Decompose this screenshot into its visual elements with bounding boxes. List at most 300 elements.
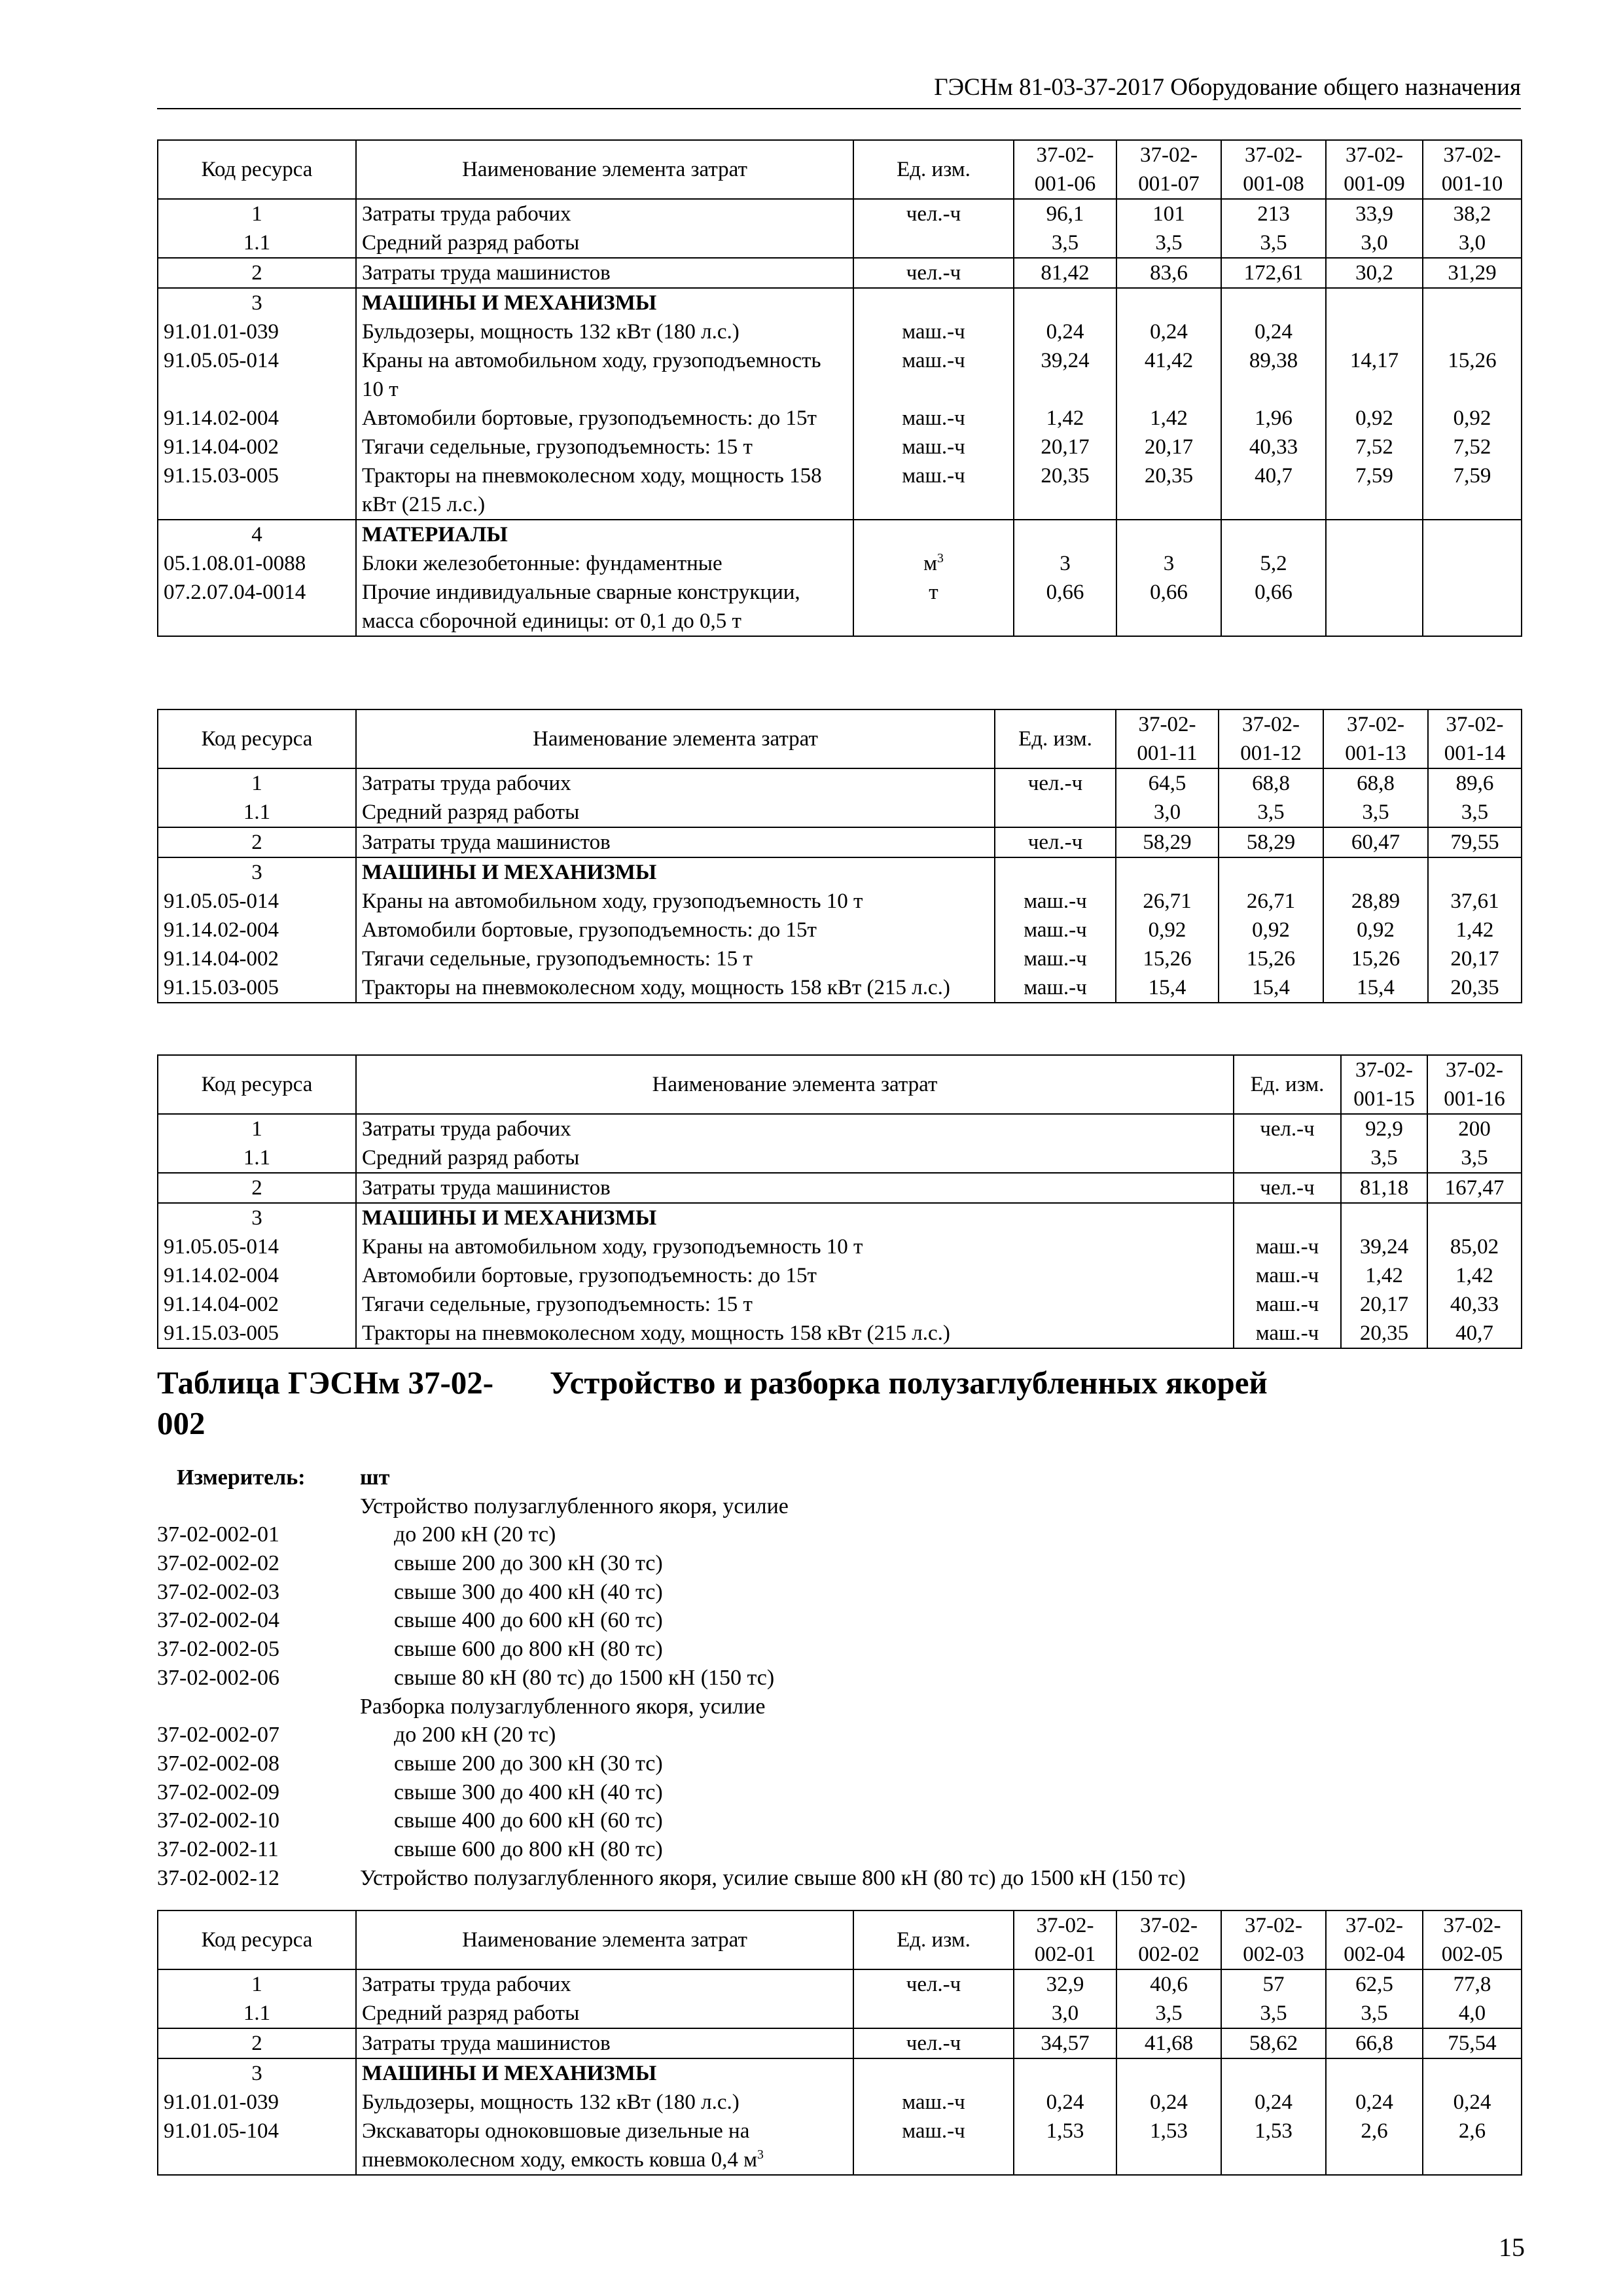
rate-description: свыше 80 кН (80 тс) до 1500 кН (150 тс) (394, 1665, 775, 1690)
rate-code-header: 37-02- 001-11 (1116, 709, 1219, 768)
resource-code: 91.14.04-002 (158, 944, 356, 973)
rate-value: 40,7 (1221, 461, 1326, 520)
rate-value (1423, 2058, 1522, 2088)
column-header: Ед. изм. (995, 709, 1116, 768)
rate-code: 37-02-002-10 (157, 1808, 279, 1833)
rate-description: свыше 400 до 600 кН (60 тс) (394, 1808, 663, 1833)
resource-code: 1 (158, 199, 356, 228)
rate-value: 0,92 (1323, 916, 1428, 944)
table-row (158, 1173, 1522, 1203)
rate-value: 57 (1221, 1969, 1326, 1999)
resource-name: Затраты труда рабочих (356, 1114, 1234, 1143)
resource-name: Средний разряд работы (356, 228, 853, 258)
table-row (158, 433, 1522, 461)
superscript: 3 (937, 551, 944, 565)
rate-value: 0,24 (1221, 2088, 1326, 2117)
rate-value: 20,17 (1014, 433, 1116, 461)
table-row (158, 887, 1522, 916)
header-row (158, 1055, 1522, 1114)
superscript: 3 (757, 2147, 764, 2162)
rate-value (1116, 520, 1221, 549)
column-header: Ед. изм. (1234, 1055, 1341, 1114)
resource-name: Автомобили бортовые, грузоподъемность: до 15т (356, 916, 995, 944)
rate-value: 20,17 (1428, 944, 1522, 973)
rate-code-header: 37-02- 002-03 (1221, 1910, 1326, 1969)
resource-name: Краны на автомобильном ходу, грузоподъемность 10 т (356, 887, 995, 916)
rate-value: 0,92 (1116, 916, 1219, 944)
unit: чел.-ч (1234, 1173, 1341, 1203)
resource-code: 1.1 (158, 228, 356, 258)
rate-value: 15,4 (1219, 973, 1323, 1003)
rate-value: 39,24 (1014, 346, 1116, 404)
rate-value: 75,54 (1423, 2028, 1522, 2058)
resource-name: Затраты труда машинистов (356, 2028, 853, 2058)
table-row (158, 461, 1522, 520)
table-row (158, 1261, 1522, 1290)
unit: маш.-ч (1234, 1232, 1341, 1261)
unit: маш.-ч (853, 2088, 1014, 2117)
rate-value: 26,71 (1116, 887, 1219, 916)
rate-value: 41,42 (1116, 346, 1221, 404)
rate-value: 3,0 (1423, 228, 1522, 258)
table-row (158, 2088, 1522, 2117)
rate-value: 1,53 (1116, 2117, 1221, 2175)
rate-description: Устройство полузаглубленного якоря, усилие (360, 1494, 789, 1518)
resource-name: Затраты труда рабочих (356, 199, 853, 228)
resource-name: Средний разряд работы (356, 1143, 1234, 1173)
rate-value (1326, 2058, 1423, 2088)
resource-code: 05.1.08.01-0088 (158, 549, 356, 578)
rate-value: 38,2 (1423, 199, 1522, 228)
rate-value: 66,8 (1326, 2028, 1423, 2058)
rate-value: 60,47 (1323, 827, 1428, 857)
rate-value: 101 (1116, 199, 1221, 228)
resource-name: Тракторы на пневмоколесном ходу, мощность 158 кВт (215 л.с.) (356, 1319, 1234, 1348)
rate-description: до 200 кН (20 тс) (394, 1522, 556, 1547)
resource-name: Тракторы на пневмоколесном ходу, мощность 158 кВт (215 л.с.) (356, 973, 995, 1003)
measure-line (157, 1520, 1521, 1549)
resource-name: Затраты труда машинистов (356, 258, 853, 288)
resource-name: Краны на автомобильном ходу, грузоподъемность 10 т (356, 1232, 1234, 1261)
resource-code: 1.1 (158, 1143, 356, 1173)
rate-value: 0,66 (1014, 578, 1116, 636)
unit: маш.-ч (995, 973, 1116, 1003)
resource-code: 4 (158, 520, 356, 549)
page-number: 15 (1499, 2233, 1525, 2262)
resource-code: 1 (158, 768, 356, 798)
rate-description: свыше 300 до 400 кН (40 тс) (394, 1579, 663, 1604)
rate-value: 1,42 (1427, 1261, 1522, 1290)
unit: т (853, 578, 1014, 636)
rate-value (1423, 288, 1522, 317)
measure-unit: шт (360, 1465, 390, 1490)
rate-value: 3,0 (1326, 228, 1423, 258)
column-header: Код ресурса (158, 1910, 356, 1969)
rate-value: 40,33 (1427, 1290, 1522, 1319)
unit: чел.-ч (995, 768, 1116, 798)
rate-value (1014, 288, 1116, 317)
rate-value: 20,35 (1341, 1319, 1427, 1348)
rate-value: 3 (1116, 549, 1221, 578)
resource-code: 91.14.04-002 (158, 1290, 356, 1319)
table-row (158, 973, 1522, 1003)
table-row (158, 916, 1522, 944)
unit: чел.-ч (853, 199, 1014, 228)
header-row (158, 140, 1522, 199)
resource-name: Затраты труда рабочих (356, 768, 995, 798)
rate-value: 3,5 (1116, 228, 1221, 258)
rate-value: 1,42 (1116, 404, 1221, 433)
rate-value: 1,42 (1341, 1261, 1427, 1290)
column-header: Код ресурса (158, 140, 356, 199)
header-row (158, 1910, 1522, 1969)
rate-value: 40,33 (1221, 433, 1326, 461)
resource-name: МАТЕРИАЛЫ (356, 520, 853, 549)
resource-code: 3 (158, 857, 356, 887)
rate-value (1221, 288, 1326, 317)
rate-code-header: 37-02- 001-12 (1219, 709, 1323, 768)
measure-line (157, 1492, 1521, 1521)
table-row (158, 1232, 1522, 1261)
rate-description: свыше 200 до 300 кН (30 тс) (394, 1551, 663, 1576)
rate-value: 7,59 (1423, 461, 1522, 520)
rate-description: Устройство полузаглубленного якоря, усилие свыше 800 кН (80 тс) до 1500 кН (150 тс) (360, 1865, 1186, 1890)
rate-value: 0,24 (1014, 317, 1116, 346)
rate-value (1221, 520, 1326, 549)
rate-value: 39,24 (1341, 1232, 1427, 1261)
rate-value: 15,26 (1323, 944, 1428, 973)
resource-code: 1 (158, 1969, 356, 1999)
unit: маш.-ч (853, 404, 1014, 433)
table-row (158, 578, 1522, 636)
resource-name: Затраты труда машинистов (356, 827, 995, 857)
rate-value: 0,24 (1423, 2088, 1522, 2117)
unit: чел.-ч (1234, 1114, 1341, 1143)
rate-code: 37-02-002-08 (157, 1751, 279, 1776)
rate-value: 68,8 (1323, 768, 1428, 798)
rate-value: 15,26 (1423, 346, 1522, 404)
rate-value: 28,89 (1323, 887, 1428, 916)
rate-value: 3,5 (1428, 798, 1522, 827)
rate-value: 37,61 (1428, 887, 1522, 916)
rate-value: 15,4 (1323, 973, 1428, 1003)
rate-value: 0,24 (1116, 2088, 1221, 2117)
resource-code: 3 (158, 1203, 356, 1232)
resource-code: 2 (158, 258, 356, 288)
table-row (158, 1969, 1522, 1999)
rate-description: свыше 600 до 800 кН (80 тс) (394, 1637, 663, 1662)
unit: маш.-ч (1234, 1319, 1341, 1348)
rate-value: 3,0 (1014, 1999, 1116, 2028)
unit: маш.-ч (853, 433, 1014, 461)
table-row (158, 1143, 1522, 1173)
rate-value: 7,59 (1326, 461, 1423, 520)
rate-value: 20,35 (1116, 461, 1221, 520)
rate-value: 213 (1221, 199, 1326, 228)
rate-value: 41,68 (1116, 2028, 1221, 2058)
rate-value: 3,5 (1341, 1143, 1427, 1173)
rate-value: 31,29 (1423, 258, 1522, 288)
table-name: Устройство и разборка полузаглубленных якорей (550, 1365, 1268, 1401)
measure-line (157, 1835, 1521, 1864)
table-row (158, 549, 1522, 578)
unit: маш.-ч (995, 944, 1116, 973)
resource-table-1 (157, 139, 1522, 637)
page-header: ГЭСНм 81-03-37-2017 Оборудование общего назначения (157, 73, 1521, 109)
rate-code-header: 37-02- 002-02 (1116, 1910, 1221, 1969)
rate-value (1427, 1203, 1522, 1232)
rate-code: 37-02-002-04 (157, 1608, 279, 1633)
rate-value: 172,61 (1221, 258, 1326, 288)
resource-code: 91.15.03-005 (158, 973, 356, 1003)
rate-value: 62,5 (1326, 1969, 1423, 1999)
rate-code: 37-02-002-06 (157, 1665, 279, 1690)
header-row (158, 709, 1522, 768)
rate-value: 0,92 (1219, 916, 1323, 944)
rate-value: 200 (1427, 1114, 1522, 1143)
rate-value: 0,66 (1116, 578, 1221, 636)
resource-code: 91.05.05-014 (158, 346, 356, 404)
table-row (158, 2028, 1522, 2058)
rate-code-header: 37-02- 002-01 (1014, 1910, 1116, 1969)
table-row (158, 1203, 1522, 1232)
rate-value: 2,6 (1326, 2117, 1423, 2175)
rate-code-header: 37-02- 001-07 (1116, 140, 1221, 199)
unit (853, 520, 1014, 549)
rate-value: 77,8 (1423, 1969, 1522, 1999)
rate-value: 1,53 (1014, 2117, 1116, 2175)
rate-value: 34,57 (1014, 2028, 1116, 2058)
table-row (158, 944, 1522, 973)
rate-value: 68,8 (1219, 768, 1323, 798)
rate-value (1014, 2058, 1116, 2088)
rate-value: 33,9 (1326, 199, 1423, 228)
resource-code: 91.01.01-039 (158, 2088, 356, 2117)
column-header: Ед. изм. (853, 140, 1014, 199)
table-row (158, 520, 1522, 549)
rate-value: 3,5 (1221, 1999, 1326, 2028)
table-row (158, 1114, 1522, 1143)
resource-code: 3 (158, 2058, 356, 2088)
rate-value: 14,17 (1326, 346, 1423, 404)
rate-value (1326, 520, 1423, 549)
resource-code: 1.1 (158, 798, 356, 827)
rate-code-header: 37-02- 001-06 (1014, 140, 1116, 199)
resource-name: Затраты труда рабочих (356, 1969, 853, 1999)
rate-value (1014, 520, 1116, 549)
rate-value (1326, 578, 1423, 636)
rate-value: 1,42 (1014, 404, 1116, 433)
measure-line (157, 1664, 1521, 1693)
resource-name: Прочие индивидуальные сварные конструкции, масса сборочной единицы: от 0,1 до 0,5 т (356, 578, 853, 636)
table-row (158, 346, 1522, 404)
measure-line (157, 1721, 1521, 1749)
unit: маш.-ч (995, 916, 1116, 944)
rate-value: 15,26 (1219, 944, 1323, 973)
rate-value (1116, 857, 1219, 887)
resource-code: 91.14.02-004 (158, 404, 356, 433)
rate-value (1423, 578, 1522, 636)
rate-value: 58,29 (1219, 827, 1323, 857)
resource-name: МАШИНЫ И МЕХАНИЗМЫ (356, 1203, 1234, 1232)
rate-value: 1,53 (1221, 2117, 1326, 2175)
measure-line (157, 1778, 1521, 1807)
rate-code-header: 37-02- 002-05 (1423, 1910, 1522, 1969)
column-header: Код ресурса (158, 1055, 356, 1114)
resource-code: 2 (158, 1173, 356, 1203)
unit (995, 798, 1116, 827)
resource-code: 1.1 (158, 1999, 356, 2028)
unit (853, 228, 1014, 258)
column-header: Код ресурса (158, 709, 356, 768)
rate-value: 1,96 (1221, 404, 1326, 433)
resource-code: 2 (158, 827, 356, 857)
rate-value: 0,92 (1423, 404, 1522, 433)
rate-value: 5,2 (1221, 549, 1326, 578)
unit (853, 288, 1014, 317)
resource-name: Тягачи седельные, грузоподъемность: 15 т (356, 433, 853, 461)
resource-name: Автомобили бортовые, грузоподъемность: до 15т (356, 404, 853, 433)
measure-line (157, 1635, 1521, 1664)
rate-value: 81,42 (1014, 258, 1116, 288)
rate-code: 37-02-002-11 (157, 1837, 279, 1861)
measure-line (157, 1806, 1521, 1835)
resource-name: Затраты труда машинистов (356, 1173, 1234, 1203)
unit (1234, 1143, 1341, 1173)
measure-block (157, 1463, 1521, 1892)
rate-value: 0,24 (1326, 2088, 1423, 2117)
resource-name: МАШИНЫ И МЕХАНИЗМЫ (356, 857, 995, 887)
rate-value: 15,26 (1116, 944, 1219, 973)
resource-code: 3 (158, 288, 356, 317)
rate-code: 37-02-002-12 (157, 1865, 279, 1890)
resource-code: 91.14.04-002 (158, 433, 356, 461)
rate-code-header: 37-02- 001-15 (1341, 1055, 1427, 1114)
rate-value (1116, 2058, 1221, 2088)
rate-description: свыше 200 до 300 кН (30 тс) (394, 1751, 663, 1776)
resource-name: Экскаваторы одноковшовые дизельные на пневмоколесном ходу, емкость ковша 0,4 $м^3$ (356, 2117, 853, 2175)
rate-value (1323, 857, 1428, 887)
rate-code-header: 37-02- 002-04 (1326, 1910, 1423, 1969)
resource-code: 07.2.07.04-0014 (158, 578, 356, 636)
rate-code: 37-02-002-05 (157, 1637, 279, 1662)
resource-name: МАШИНЫ И МЕХАНИЗМЫ (356, 288, 853, 317)
rate-description: свыше 400 до 600 кН (60 тс) (394, 1608, 663, 1633)
rate-value: 92,9 (1341, 1114, 1427, 1143)
rate-code-header: 37-02- 001-14 (1428, 709, 1522, 768)
rate-code: 37-02-002-03 (157, 1579, 279, 1604)
measure-label: Измеритель: (177, 1465, 306, 1490)
rate-value: 0,24 (1116, 317, 1221, 346)
rate-code: 37-02-002-02 (157, 1551, 279, 1576)
rate-value: 58,29 (1116, 827, 1219, 857)
rate-value: 15,4 (1116, 973, 1219, 1003)
rate-code: 37-02-002-09 (157, 1780, 279, 1804)
rate-description: свыше 600 до 800 кН (80 тс) (394, 1837, 663, 1861)
rate-value: 30,2 (1326, 258, 1423, 288)
rate-code-header: 37-02- 001-10 (1423, 140, 1522, 199)
resource-code: 91.15.03-005 (158, 461, 356, 520)
rate-code-header: 37-02- 001-08 (1221, 140, 1326, 199)
rate-value (1221, 2058, 1326, 2088)
rate-value: 3 (1014, 549, 1116, 578)
rate-value: 89,6 (1428, 768, 1522, 798)
unit: чел.-ч (853, 1969, 1014, 1999)
unit (995, 857, 1116, 887)
rate-value: 32,9 (1014, 1969, 1116, 1999)
resource-code: 2 (158, 2028, 356, 2058)
column-header: Ед. изм. (853, 1910, 1014, 1969)
measure-line (157, 1549, 1521, 1578)
rate-description: свыше 300 до 400 кН (40 тс) (394, 1780, 663, 1804)
rate-value: 3,5 (1116, 1999, 1221, 2028)
resource-code: 91.01.01-039 (158, 317, 356, 346)
rate-value: 58,62 (1221, 2028, 1326, 2058)
rate-value: 0,24 (1221, 317, 1326, 346)
rate-code-header: 37-02- 001-16 (1427, 1055, 1522, 1114)
resource-name: Автомобили бортовые, грузоподъемность: до 15т (356, 1261, 1234, 1290)
rate-value: 3,5 (1014, 228, 1116, 258)
rate-value (1423, 317, 1522, 346)
rate-value: 7,52 (1326, 433, 1423, 461)
column-header: Наименование элемента затрат (356, 140, 853, 199)
rate-value: 4,0 (1423, 1999, 1522, 2028)
unit: маш.-ч (853, 346, 1014, 404)
rate-value: 79,55 (1428, 827, 1522, 857)
table-row (158, 404, 1522, 433)
unit: маш.-ч (1234, 1290, 1341, 1319)
resource-code: 91.05.05-014 (158, 887, 356, 916)
table-row (158, 288, 1522, 317)
table-row (158, 199, 1522, 228)
resource-name: МАШИНЫ И МЕХАНИЗМЫ (356, 2058, 853, 2088)
resource-code: 91.05.05-014 (158, 1232, 356, 1261)
table-row (158, 317, 1522, 346)
column-header: Наименование элемента затрат (356, 1910, 853, 1969)
unit: маш.-ч (853, 317, 1014, 346)
unit: маш.-ч (853, 461, 1014, 520)
rate-value: 3,5 (1326, 1999, 1423, 2028)
rate-value: 26,71 (1219, 887, 1323, 916)
column-header: Наименование элемента затрат (356, 1055, 1234, 1114)
unit: чел.-ч (853, 258, 1014, 288)
measure-row (157, 1463, 1521, 1492)
rate-value: 0,92 (1326, 404, 1423, 433)
rate-value: 40,7 (1427, 1319, 1522, 1348)
table-row (158, 768, 1522, 798)
unit: маш.-ч (1234, 1261, 1341, 1290)
rate-code-header: 37-02- 001-13 (1323, 709, 1428, 768)
rate-description: Разборка полузаглубленного якоря, усилие (360, 1694, 766, 1719)
resource-name: Средний разряд работы (356, 798, 995, 827)
rate-value: 0,24 (1014, 2088, 1116, 2117)
resource-name: Бульдозеры, мощность 132 кВт (180 л.с.) (356, 2088, 853, 2117)
measure-line (157, 1749, 1521, 1778)
rate-value: 3,5 (1219, 798, 1323, 827)
rate-value (1326, 288, 1423, 317)
resource-name: Тягачи седельные, грузоподъемность: 15 т (356, 1290, 1234, 1319)
resource-name: Блоки железобетонные: фундаментные (356, 549, 853, 578)
unit: маш.-ч (995, 887, 1116, 916)
rate-value: 3,5 (1323, 798, 1428, 827)
table-row (158, 228, 1522, 258)
unit (853, 1999, 1014, 2028)
table-row (158, 1290, 1522, 1319)
rate-value: 83,6 (1116, 258, 1221, 288)
table-row (158, 1999, 1522, 2028)
rate-value (1423, 520, 1522, 549)
rate-value: 81,18 (1341, 1173, 1427, 1203)
